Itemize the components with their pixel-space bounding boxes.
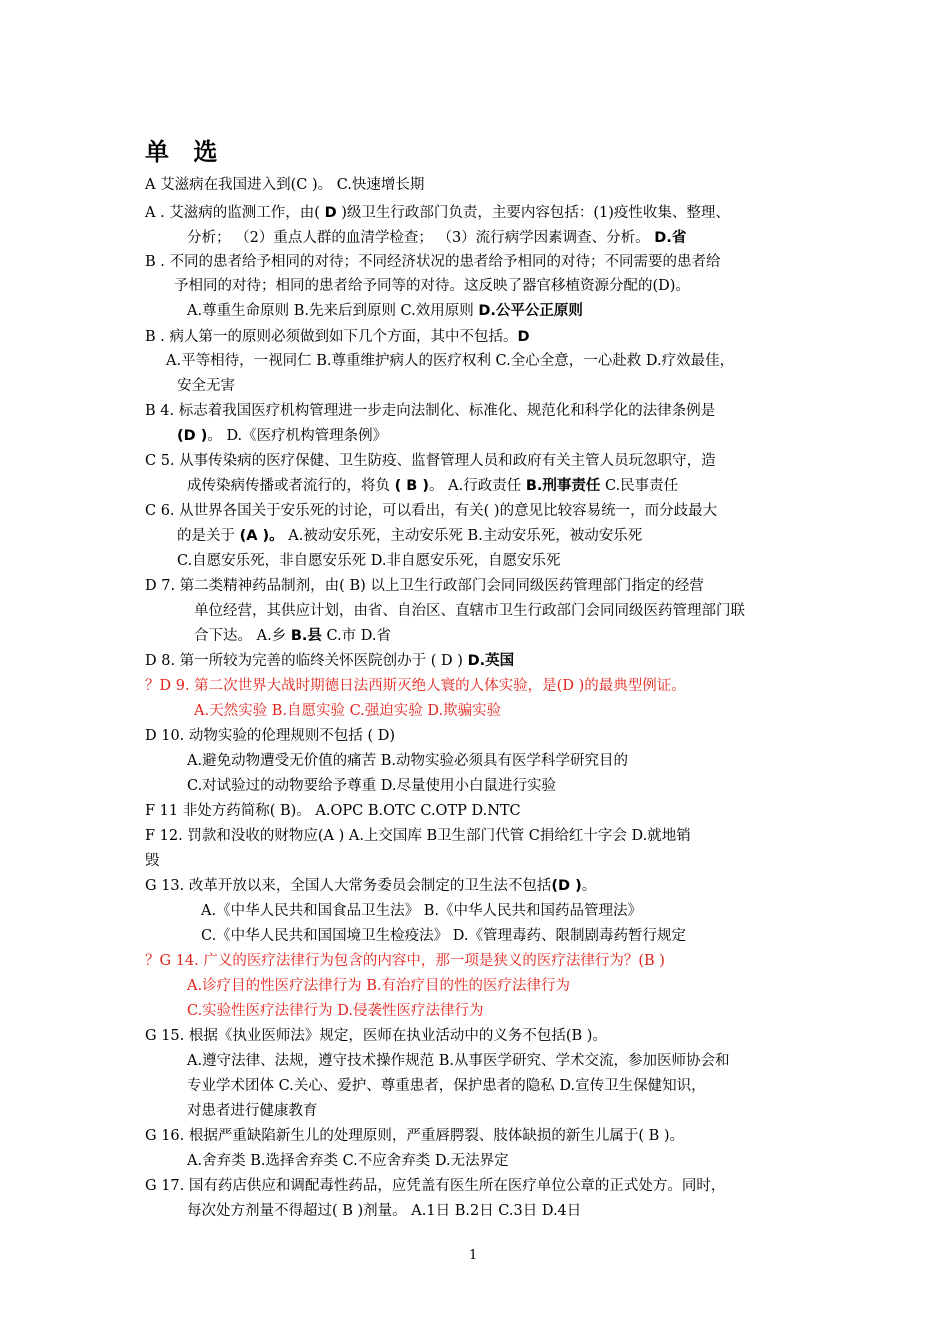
bold-answer: B.县 — [290, 628, 322, 644]
text-segment: A.天然实验 B.自愿实验 C.强迫实验 D.欺骗实验 — [194, 703, 502, 719]
text-line — [145, 1126, 684, 1146]
text-segment: B . 病人第一的原则必须做到如下几个方面，其中不包括。 — [145, 329, 518, 345]
bold-answer: (A )。 — [239, 528, 284, 544]
bold-answer: ( B ) — [394, 478, 430, 494]
text-line — [177, 426, 387, 446]
text-line — [145, 576, 704, 596]
text-line — [187, 1201, 581, 1221]
text-segment: C.对试验过的动物要给予尊重 D.尽量使用小白鼠进行实验 — [187, 778, 557, 794]
text-segment: A.《中华人民共和国食品卫生法》 B.《中华人民共和国药品管理法》 — [201, 903, 642, 919]
text-line — [177, 526, 642, 546]
text-segment: G 15. 根据《执业医师法》规定，医师在执业活动中的义务不包括(B )。 — [145, 1028, 607, 1044]
text-segment: A.避免动物遭受无价值的痛苦 B.动物实验必须具有医学科学研究目的 — [187, 753, 628, 769]
page-number: 1 — [469, 1248, 478, 1263]
text-line — [187, 1051, 729, 1071]
text-segment: 。 A.行政责任 — [429, 478, 526, 494]
text-segment: 合下达。 A.乡 — [194, 628, 291, 644]
text-line — [187, 1151, 509, 1171]
text-line — [177, 551, 561, 571]
text-segment: B . 不同的患者给予相同的对待；不同经济状况的患者给予相同的对待；不同需要的患者给 — [145, 254, 721, 270]
text-line — [201, 901, 642, 921]
text-segment: A.舍弃类 B.选择舍弃类 C.不应舍弃类 D.无法界定 — [187, 1153, 509, 1169]
text-segment: 对患者进行健康教育 — [187, 1103, 318, 1119]
text-line — [187, 776, 556, 796]
text-segment: C.《中华人民共和国国境卫生检疫法》 D.《管理毒药、限制剧毒药暂行规定 — [201, 928, 687, 944]
text-segment: 专业学术团体 C.关心、爱护、尊重患者，保护患者的隐私 D.宣传卫生保健知识， — [187, 1078, 706, 1094]
text-segment: A.被动安乐死，主动安乐死 B.主动安乐死，被动安乐死 — [283, 528, 643, 544]
text-segment: G 16. 根据严重缺陷新生儿的处理原则，严重唇腭裂、肢体缺损的新生儿属于( B )。 — [145, 1128, 685, 1144]
text-line — [194, 626, 391, 646]
text-segment: 安全无害 — [177, 378, 235, 394]
text-segment: C.民事责任 — [600, 478, 679, 494]
text-line — [145, 401, 715, 421]
text-line — [145, 501, 717, 521]
text-line — [145, 726, 395, 746]
section-title: 单 选 — [145, 138, 226, 166]
text-segment: F 12. 罚款和没收的财物应(A ) A.上交国库 B卫生部门代管 C捐给红十字会 D.就地销 — [145, 828, 691, 844]
text-line — [187, 301, 583, 321]
text-segment: G 17. 国有药店供应和调配毒性药品，应凭盖有医生所在医疗单位公章的正式处方。同时， — [145, 1178, 726, 1194]
text-line — [145, 676, 686, 696]
text-line — [194, 701, 501, 721]
text-segment: C.自愿安乐死，非自愿安乐死 D.非自愿安乐死，自愿安乐死 — [177, 553, 561, 569]
bold-answer: (D ) — [177, 428, 208, 444]
text-line — [145, 1026, 607, 1046]
text-line — [145, 252, 720, 272]
text-line — [145, 826, 691, 846]
text-segment: C 5. 从事传染病的医疗保健、卫生防疫、监督管理人员和政府有关主管人员玩忽职守，造 — [145, 453, 716, 469]
text-segment: 。 D.《医疗机构管理条例》 — [207, 428, 388, 444]
text-segment: A 艾滋病在我国进入到(C )。 — [145, 177, 337, 193]
text-line — [201, 926, 686, 946]
text-segment: C 6. 从世界各国关于安乐死的讨论，可以看出，有关( )的意见比较容易统一，而分歧最大 — [145, 503, 718, 519]
text-segment: C.快速增长期 — [336, 177, 425, 193]
text-line — [187, 228, 686, 248]
text-line — [166, 351, 734, 371]
text-segment: 单位经营，其供应计划，由省、自治区、直辖市卫生行政部门会同同级医药管理部门联 — [194, 603, 745, 619]
text-line — [145, 801, 521, 821]
text-segment: F 11 非处方药简称( B)。 A.OPC B.OTC C.OTP D.NTC — [145, 803, 521, 819]
text-segment: A.平等相待，一视同仁 B.尊重维护病人的医疗权利 C.全心全意，一心赴救 D.疗效最佳， — [166, 353, 735, 369]
text-segment: 分析； （2）重点人群的血清学检查； （3）流行病学因素调查、分析。 — [187, 230, 655, 246]
text-segment: A.尊重生命原则 B.先来后到原则 C.效用原则 — [187, 303, 479, 319]
text-segment: ？D 9. 第二次世界大战时期德日法西斯灭绝人寰的人体实验，是(D )的最典型例证。 — [145, 678, 686, 694]
text-line — [194, 601, 745, 621]
text-segment: A.诊疗目的性医疗法律行为 B.有治疗目的性的医疗法律行为 — [187, 978, 570, 994]
text-line — [187, 1101, 318, 1121]
bold-answer: D.公平公正原则 — [478, 303, 583, 319]
text-segment: D 10. 动物实验的伦理规则不包括 ( D) — [145, 728, 396, 744]
text-segment: C.市 D.省 — [321, 628, 391, 644]
text-line — [145, 951, 665, 971]
text-line — [187, 751, 628, 771]
bold-answer: D.英国 — [467, 653, 515, 669]
text-line — [187, 476, 678, 496]
text-line — [187, 976, 570, 996]
text-segment: B 4. 标志着我国医疗机构管理进一步走向法制化、标准化、规范化和科学化的法律条例是 — [145, 403, 716, 419]
text-line — [187, 1076, 706, 1096]
text-line — [177, 376, 235, 396]
text-segment: )级卫生行政部门负责，主要内容包括：(1)疫性收集、整理、 — [336, 205, 730, 221]
text-segment: 成传染病传播或者流行的，将负 — [187, 478, 395, 494]
text-line — [145, 1176, 725, 1196]
text-line — [145, 876, 596, 896]
text-line — [145, 327, 530, 347]
text-segment: 予相同的对待；相同的患者给予同等的对待。这反映了器官移植资源分配的(D)。 — [174, 278, 690, 294]
text-segment: 的是关于 — [177, 528, 240, 544]
text-line — [145, 451, 716, 471]
text-segment: D 8. 第一所较为完善的临终关怀医院创办于 ( D ) — [145, 653, 468, 669]
text-line — [145, 851, 160, 871]
text-line — [174, 276, 690, 296]
bold-answer: D — [517, 329, 530, 345]
text-segment: ？G 14. 广义的医疗法律行为包含的内容中，那一项是狭义的医疗法律行为？(B ) — [145, 953, 665, 969]
bold-answer: D — [324, 205, 337, 221]
text-line — [145, 203, 730, 223]
text-segment: A . 艾滋病的监测工作，由( — [145, 205, 325, 221]
text-line — [145, 175, 424, 195]
text-line — [187, 1001, 484, 1021]
text-segment: A.遵守法律、法规，遵守技术操作规范 B.从事医学研究、学术交流，参加医师协会和 — [187, 1053, 730, 1069]
text-segment: C.实验性医疗法律行为 D.侵袭性医疗法律行为 — [187, 1003, 484, 1019]
text-segment: 。 — [581, 878, 597, 894]
bold-answer: B.刑事责任 — [525, 478, 601, 494]
bold-answer: D.省 — [654, 230, 687, 246]
text-segment: G 13. 改革开放以来，全国人大常务委员会制定的卫生法不包括 — [145, 878, 552, 894]
text-line — [145, 651, 514, 671]
bold-answer: (D ) — [551, 878, 582, 894]
text-segment: D 7. 第二类精神药品制剂，由( B) 以上卫生行政部门会同同级医药管理部门指定的经营 — [145, 578, 704, 594]
text-segment: 毁 — [145, 853, 160, 869]
text-segment: 每次处方剂量不得超过( B )剂量。 A.1日 B.2日 C.3日 D.4日 — [187, 1203, 582, 1219]
